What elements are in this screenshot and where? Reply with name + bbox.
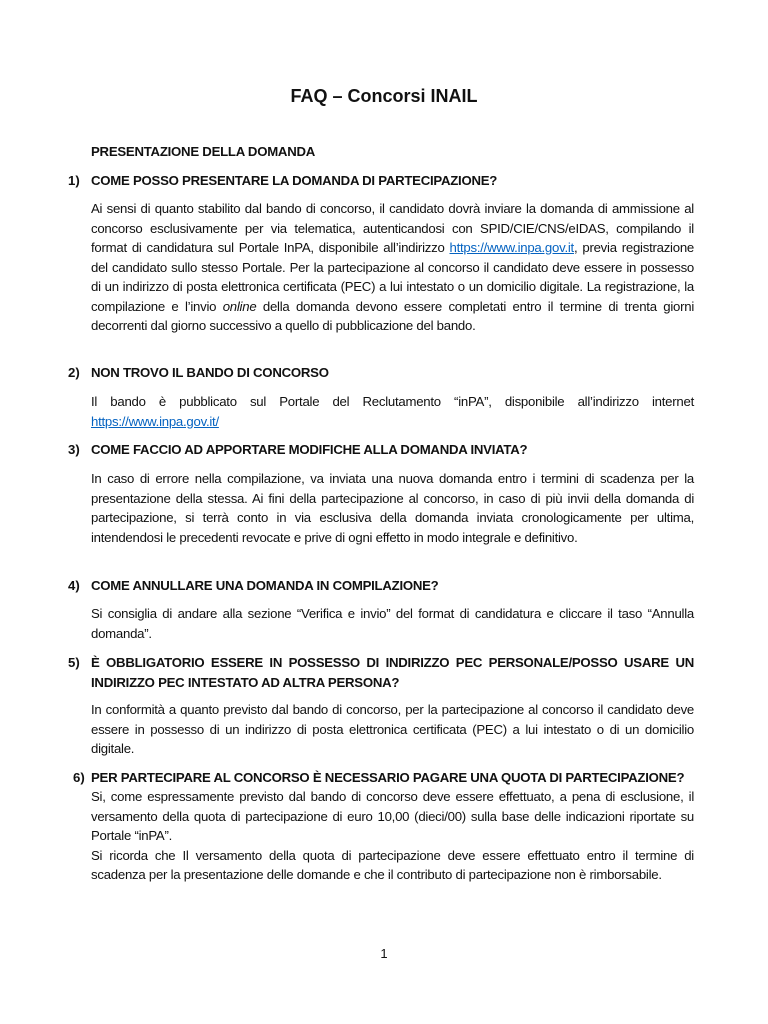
faq-number: 5) xyxy=(68,655,80,670)
section-heading: PRESENTAZIONE DELLA DOMANDA xyxy=(91,144,316,159)
answer-text: Il bando è pubblicato sul Portale del Reclutamento “inPA”, disponibile all’indirizzo internet xyxy=(91,394,694,409)
faq-answer: Si consiglia di andare alla sezione “Verifica e invio” del format di candidatura e cliccare il taso “Annulla domanda”. xyxy=(91,606,694,641)
faq-question: COME ANNULLARE UNA DOMANDA IN COMPILAZIONE? xyxy=(91,578,439,593)
faq-answer: In conformità a quanto previsto dal bando di concorso, per la partecipazione al concorso il candidato deve essere in possesso di un indirizzo di posta elettronica certificata (PEC) a lui intestato o di un domicilio digitale. xyxy=(91,702,694,756)
faq-number: 4) xyxy=(68,578,80,593)
faq-question: COME POSSO PRESENTARE LA DOMANDA DI PARTECIPAZIONE? xyxy=(91,173,498,188)
page-number: 1 xyxy=(380,946,388,961)
faq-number: 3) xyxy=(68,442,80,457)
faq-answer xyxy=(91,392,694,431)
faq-number: 6) xyxy=(73,770,85,785)
faq-answer: In caso di errore nella compilazione, va inviata una nuova domanda entro i termini di scadenza per la presentazione della stessa. Ai fini della partecipazione al concorso, in caso di più invii della domanda di partecipazione, si terrà conto in via esclusiva della domanda inviata cronologicamente per ultima, intendendosi le precedenti revocate e prive di ogni effetto in modo integrale e definitivo. xyxy=(91,471,694,545)
faq-question: PER PARTECIPARE AL CONCORSO È NECESSARIO PAGARE UNA QUOTA DI PARTECIPAZIONE? xyxy=(91,770,685,785)
faq-question: È OBBLIGATORIO ESSERE IN POSSESSO DI INDIRIZZO PEC PERSONALE/POSSO USARE UN INDIRIZZO PEC INTESTATO AD ALTRA PERSONA? xyxy=(91,655,694,690)
faq-answer xyxy=(91,199,694,336)
answer-italic-text: online xyxy=(222,298,257,314)
answer-text: , previa registrazione del candidato sullo stesso Portale. Per la partecipazione al concorso il candidato deve essere in possesso di un indirizzo di posta elettronica certificata (PEC) a lui intestato o un domicilio digitale. La registrazione, la compilazione e l’invio xyxy=(91,240,694,314)
answer-paragraph: Si, come espressamente previsto dal bando di concorso deve essere effettuato, a pena di esclusione, il versamento della quota di partecipazione di euro 10,00 (dieci/00) sulla base delle indicazioni riportate su Portale “inPA”. xyxy=(91,789,694,843)
document-title: FAQ – Concorsi INAIL xyxy=(290,86,478,106)
faq-question: NON TROVO IL BANDO DI CONCORSO xyxy=(91,365,329,380)
answer-text: della domanda devono essere completati entro il termine di trenta giorni decorrenti dal giorno successivo a quello di pubblicazione del bando. xyxy=(91,298,694,333)
faq-question: COME FACCIO AD APPORTARE MODIFICHE ALLA DOMANDA INVIATA? xyxy=(91,442,528,457)
inpa-link[interactable]: https://www.inpa.gov.it xyxy=(449,240,574,255)
faq-number: 2) xyxy=(68,365,80,380)
inpa-link[interactable]: https://www.inpa.gov.it/ xyxy=(91,413,219,429)
faq-number: 1) xyxy=(68,173,80,188)
answer-paragraph: Si ricorda che Il versamento della quota di partecipazione deve essere effettuato entro il termine di scadenza per la presentazione delle domande e che il contributo di partecipazione non è rimborsabile. xyxy=(91,847,694,882)
faq-answer xyxy=(91,787,694,885)
answer-text: Ai sensi di quanto stabilito dal bando di concorso, il candidato dovrà inviare la domanda di ammissione al concorso esclusivamente per via telematica, autenticandosi con SPID/CIE/CNS/eIDAS, compilando il format di candidatura sul Portale InPA, disponibile all’indirizzo xyxy=(91,201,694,255)
